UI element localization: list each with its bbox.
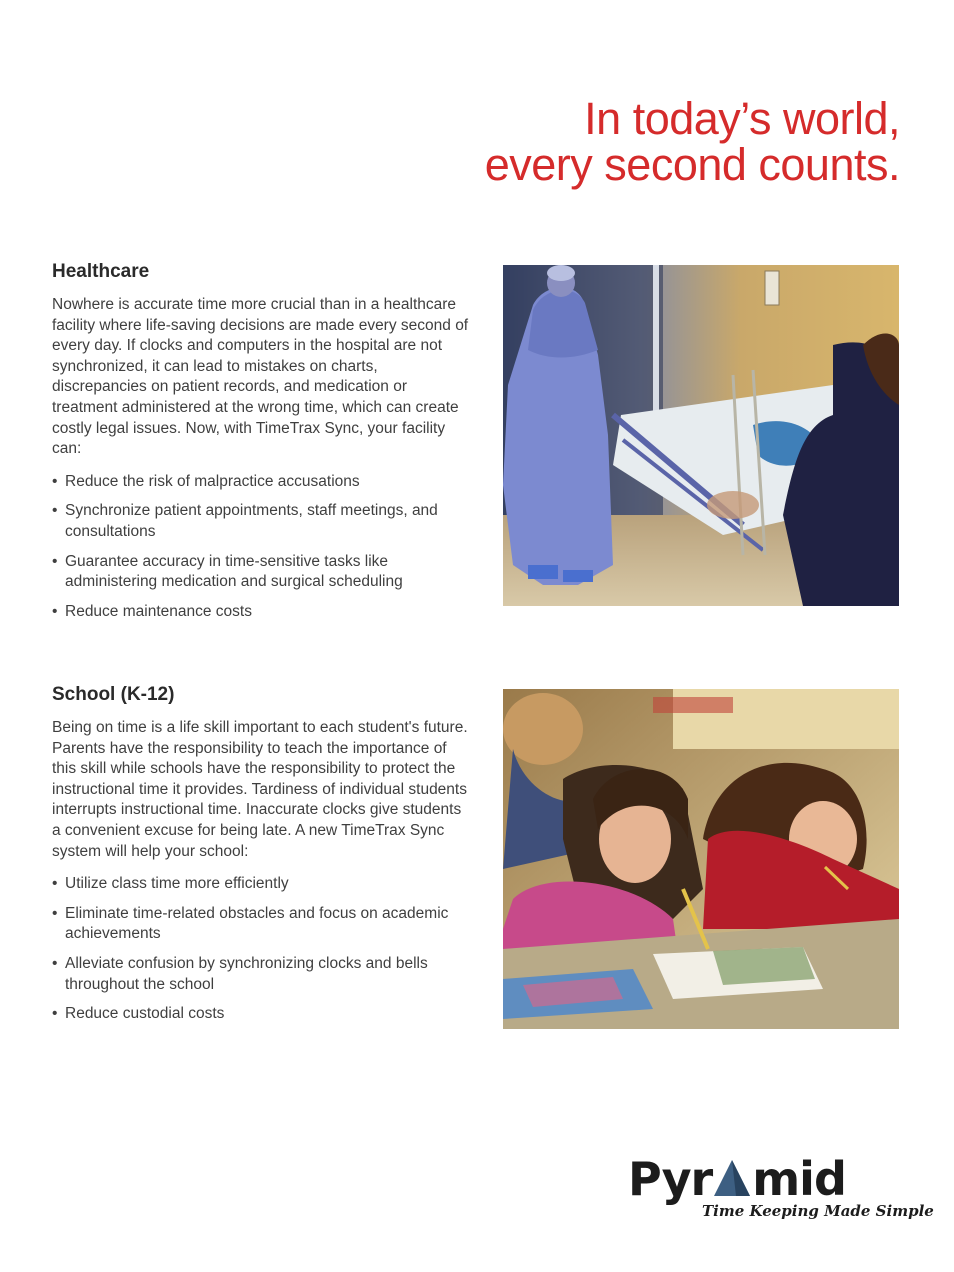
pyramid-logo [628,1152,934,1226]
bullet-item: • Reduce maintenance costs [52,602,472,623]
bullet-item: • Alleviate confusion by synchronizing clocks and bells throughout the school [52,954,472,995]
healthcare-bullet-list [52,472,472,623]
classroom-photo [503,689,899,1029]
headline-line-2: every second counts. [484,139,900,190]
pyramid-triangle-icon [712,1158,752,1198]
logo-word-end: mid [752,1152,846,1206]
bullet-item: • Eliminate time-related obstacles and focus on academic achievements [52,904,472,945]
page-headline [380,93,900,190]
bullet-item: • Utilize class time more efficiently [52,874,472,895]
bullet-item: • Synchronize patient appointments, staff meetings, and consultations [52,501,472,542]
bullet-item: • Guarantee accuracy in time-sensitive tasks like administering medication and surgical scheduling [52,552,472,593]
logo-wordmark [628,1152,846,1206]
healthcare-section [52,261,472,631]
school-body: Being on time is a life skill important to each student's future. Parents have the responsibility to teach the importance of this skill while schools have the responsibility to protect the instructional time it provides. Tardiness of individual students interrupts instructional time. Inaccurate clocks give students a convenient excuse for being late. A new TimeTrax Sync system will help your school: [52,719,468,860]
bullet-item: • Reduce custodial costs [52,1004,472,1025]
healthcare-body: Nowhere is accurate time more crucial than in a healthcare facility where life-saving decisions are made every second of every day. If clocks and computers in the hospital are not synchronized, it can lead to mistakes on charts, discrepancies on patient records, and medication or treatment administered at the wrong time, which can create costly legal issues. Now, with TimeTrax Sync, your facility can: [52,296,469,458]
headline-line-1: In today’s world, [584,93,900,144]
logo-word-start: Pyr [628,1152,713,1206]
hospital-photo [503,265,899,606]
bullet-item: • Reduce the risk of malpractice accusations [52,472,472,493]
school-section [52,684,472,1034]
school-heading: School (K-12) [52,684,175,705]
healthcare-heading: Healthcare [52,261,150,282]
logo-tagline: Time Keeping Made Simple [702,1202,934,1220]
school-bullet-list [52,874,472,1025]
